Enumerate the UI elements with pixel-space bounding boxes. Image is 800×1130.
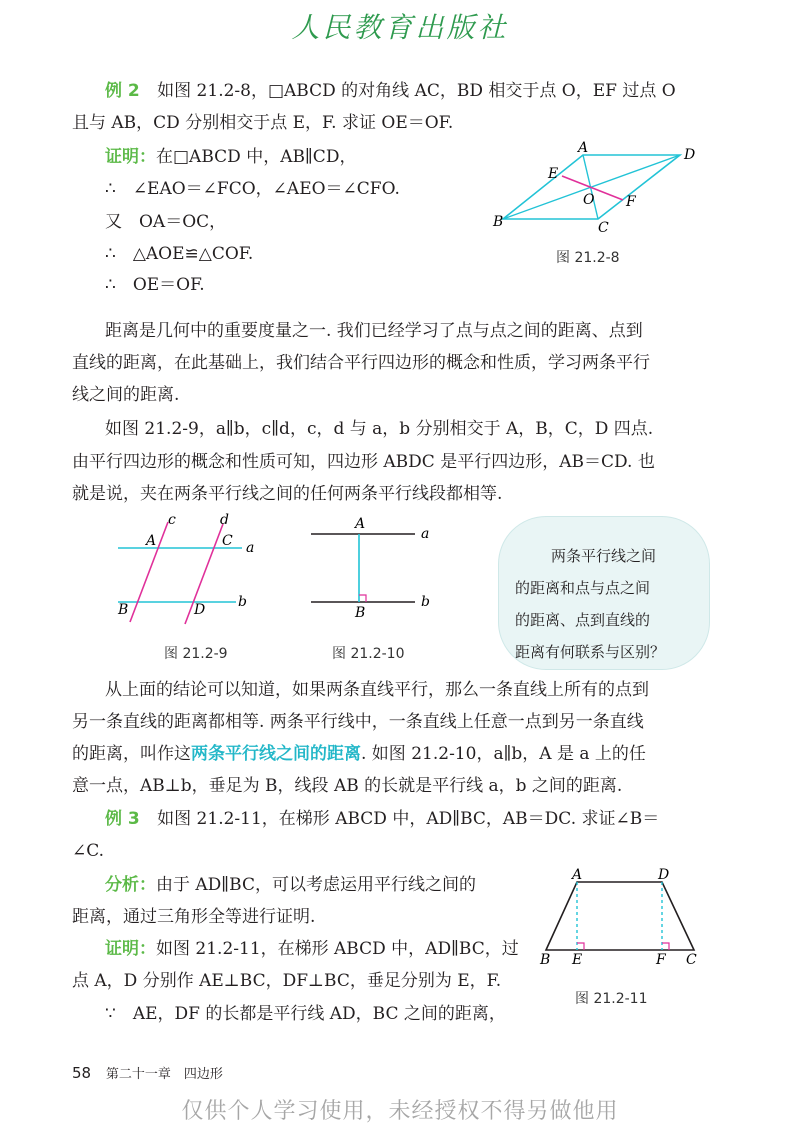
page-number: 58 [72, 1064, 92, 1082]
proof-line4: ∴ △AOE≌△COF. [105, 244, 254, 264]
analysis-line1 [105, 874, 476, 896]
fig8-caption: 图 21.2-8 [556, 250, 620, 266]
example3-label: 例 3 [105, 809, 140, 829]
fig10-label-b: b [421, 594, 430, 610]
publisher-logo: 人民教育出版社 [291, 11, 509, 44]
para3-line4: 意一点，AB⊥b，垂足为 B，线段 AB 的长就是平行线 a，b 之间的距离. [72, 776, 623, 796]
bubble-line4: 距离有何联系与区别？ [515, 643, 666, 661]
fig9-label-d: d [220, 512, 229, 528]
key-term: 两条平行线之间的距离 [191, 744, 361, 764]
fig11-label-E: E [572, 952, 583, 968]
right-angle-mark [359, 595, 366, 602]
fig9-label-A: A [146, 533, 157, 549]
example3-proof-line2: 点 A，D 分别作 AE⊥BC，DF⊥BC，垂足分别为 E，F. [72, 971, 502, 991]
fig8-label-f: F [626, 194, 636, 210]
proof-line5: ∴ OE＝OF. [105, 275, 205, 295]
fig9-label-C: C [222, 533, 233, 549]
fig8-label-d: D [684, 147, 696, 163]
para3-line3-b: . 如图 21.2-10，a∥b，A 是 a 上的任 [361, 744, 646, 764]
fig11-label-F: F [656, 952, 666, 968]
example2-label: 例 2 [105, 81, 140, 101]
fig11-label-C: C [686, 952, 697, 968]
figure-21-2-10 [305, 510, 445, 620]
analysis-text1: 由于 AD∥BC，可以考虑运用平行线之间的 [156, 875, 476, 895]
para2-line2: 由平行四边形的概念和性质可知，四边形 ABDC 是平行四边形，AB＝CD. 也 [72, 452, 655, 472]
proof-label: 证明： [105, 147, 156, 167]
fig9-caption: 图 21.2-9 [164, 646, 228, 662]
analysis-line2: 距离，通过三角形全等进行证明. [72, 907, 316, 927]
figure-21-2-9 [110, 510, 260, 620]
proof-line3: 又 OA＝OC， [105, 212, 227, 232]
para1-line3: 线之间的距离. [72, 385, 180, 405]
proof-line2: ∴ ∠EAO＝∠FCO，∠AEO＝∠CFO. [105, 179, 400, 199]
example3-line2: ∠C. [72, 841, 105, 861]
bubble-line2: 的距离和点与点之间 [515, 579, 651, 597]
watermark: 仅供个人学习使用，未经授权不得另做他用 [181, 1099, 619, 1124]
fig8-label-a: A [578, 140, 589, 156]
right-angle-f [662, 943, 669, 950]
fig8-label-c: C [598, 220, 609, 236]
fig10-label-B: B [355, 605, 366, 621]
fig10-label-a: a [421, 526, 430, 542]
example2-line2: 且与 AB，CD 分别相交于点 E，F. 求证 OE＝OF. [72, 113, 454, 133]
example2-proof-line1 [105, 146, 356, 168]
fig11-label-B: B [540, 952, 551, 968]
fig11-label-D: D [658, 867, 670, 883]
para3-line1: 从上面的结论可以知道，如果两条直线平行，那么一条直线上所有的点到 [105, 680, 649, 700]
fig10-label-A: A [355, 516, 366, 532]
page-footer [72, 1063, 223, 1082]
fig9-label-b: b [238, 594, 247, 610]
right-angle-e [577, 943, 584, 950]
fig9-label-c: c [168, 512, 176, 528]
fig8-label-o: O [583, 192, 595, 208]
bubble-line3: 的距离、点到直线的 [515, 611, 651, 629]
para2-line1: 如图 21.2-9，a∥b，c∥d，c，d 与 a，b 分别相交于 A，B，C，D 四点. [105, 419, 654, 439]
thought-bubble-text [515, 540, 695, 668]
para2-line3: 就是说，夹在两条平行线之间的任何两条平行线段都相等. [72, 484, 503, 504]
example2-text1: 如图 21.2-8，□ABCD 的对角线 AC，BD 相交于点 O，EF 过点 O [157, 81, 676, 101]
fig8-label-b: B [493, 214, 504, 230]
trapezoid-abcd [546, 882, 694, 950]
fig11-label-A: A [572, 867, 583, 883]
bubble-line1: 两条平行线之间 [551, 547, 657, 565]
fig9-label-D: D [194, 602, 206, 618]
fig11-caption: 图 21.2-11 [575, 991, 648, 1007]
fig8-label-e: E [548, 166, 559, 182]
example3-proof-text1: 如图 21.2-11，在梯形 ABCD 中，AD∥BC，过 [156, 939, 519, 959]
para3-line2: 另一条直线的距离都相等. 两条平行线中，一条直线上任意一点到另一条直线 [72, 712, 644, 732]
para1-line1: 距离是几何中的重要度量之一. 我们已经学习了点与点之间的距离、点到 [105, 321, 643, 341]
para3-line3 [72, 743, 646, 765]
example3-text1: 如图 21.2-11，在梯形 ABCD 中，AD∥BC，AB＝DC. 求证∠B＝ [157, 809, 660, 829]
proof-text: 在□ABCD 中，AB∥CD， [156, 147, 357, 167]
fig10-caption: 图 21.2-10 [332, 646, 405, 662]
example2-line1 [105, 80, 676, 102]
para3-line3-a: 的距离，叫作这 [72, 744, 191, 764]
figure-21-2-11 [540, 868, 710, 968]
figure-21-2-8 [490, 140, 710, 240]
fig9-label-B: B [118, 602, 129, 618]
fig9-label-a: a [246, 540, 255, 556]
chapter-title: 第二十一章 四边形 [105, 1067, 223, 1082]
example3-proof-label: 证明： [105, 939, 156, 959]
para1-line2: 直线的距离，在此基础上，我们结合平行四边形的概念和性质，学习两条平行 [72, 353, 650, 373]
example3-proof-line1 [105, 938, 519, 960]
example3-line1 [105, 808, 659, 830]
example3-proof-line3: ∵ AE，DF 的长都是平行线 AD，BC 之间的距离， [105, 1004, 506, 1024]
analysis-label: 分析： [105, 875, 156, 895]
